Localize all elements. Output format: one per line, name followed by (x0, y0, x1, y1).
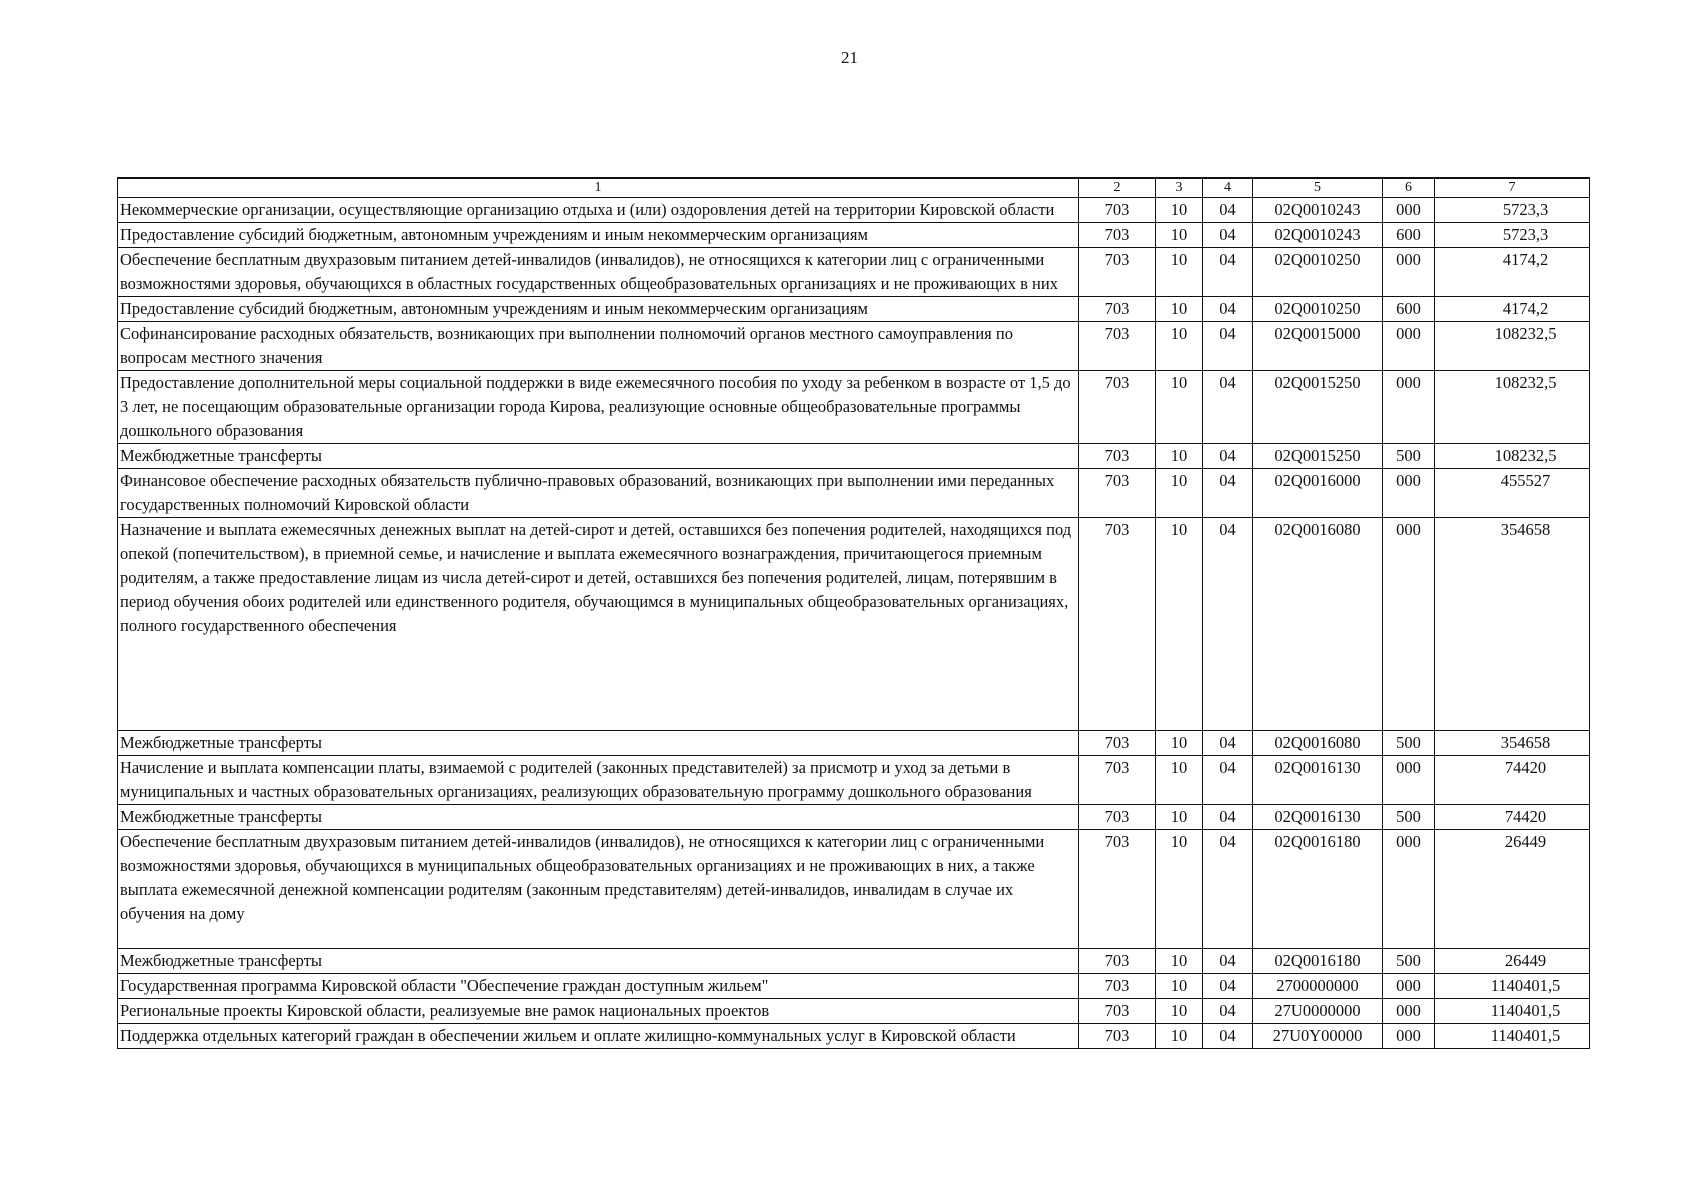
row-col-2: 703 (1079, 469, 1156, 518)
row-col-2: 703 (1079, 756, 1156, 805)
row-col-5: 02Q0016180 (1253, 949, 1383, 974)
row-col-4: 04 (1203, 731, 1253, 756)
row-amount: 5723,3 (1435, 223, 1590, 248)
row-amount: 5723,3 (1435, 198, 1590, 223)
table-row (118, 949, 1590, 974)
row-col-5: 27U0000000 (1253, 999, 1383, 1024)
row-col-2: 703 (1079, 297, 1156, 322)
row-col-5: 02Q0010250 (1253, 248, 1383, 297)
row-col-6: 500 (1383, 444, 1435, 469)
row-col-5: 02Q0016080 (1253, 731, 1383, 756)
row-col-4: 04 (1203, 248, 1253, 297)
row-description: Межбюджетные трансферты (118, 444, 1079, 469)
row-description: Назначение и выплата ежемесячных денежных выплат на детей-сирот и детей, оставшихся без попечения родителей, находящихся под опекой (попечительством), в приемной семье, и начисление и выплата ежемесячного вознаграждения, причитающегося приемным родителям, а также предоставление лицам из числа детей-сирот и детей, оставшихся без попечения родителей, лицам, потерявшим в период обучения обоих родителей или единственного родителя, обучающимся в муниципальных общеобразовательных организациях, полного государственного обеспечения (118, 518, 1079, 731)
row-col-6: 000 (1383, 518, 1435, 731)
row-description: Обеспечение бесплатным двухразовым питанием детей-инвалидов (инвалидов), не относящихся к категории лиц с ограниченными возможностями здоровья, обучающихся в областных государственных общеобразовательных организациях и не проживающих в них (118, 248, 1079, 297)
row-col-5: 02Q0015250 (1253, 371, 1383, 444)
row-col-4: 04 (1203, 1024, 1253, 1049)
header-col-5: 5 (1253, 178, 1383, 198)
table-row (118, 371, 1590, 444)
row-description: Софинансирование расходных обязательств, возникающих при выполнении полномочий органов местного самоуправления по вопросам местного значения (118, 322, 1079, 371)
table-row (118, 974, 1590, 999)
row-col-5: 02Q0010243 (1253, 198, 1383, 223)
row-amount: 354658 (1435, 518, 1590, 731)
row-col-5: 02Q0016080 (1253, 518, 1383, 731)
row-col-6: 000 (1383, 1024, 1435, 1049)
row-description: Предоставление дополнительной меры социальной поддержки в виде ежемесячного пособия по уходу за ребенком в возрасте от 1,5 до 3 лет, не посещающим образовательные организации города Кирова, реализующие основные общеобразовательные программы дошкольного образования (118, 371, 1079, 444)
row-col-3: 10 (1156, 974, 1203, 999)
row-amount: 1140401,5 (1435, 974, 1590, 999)
row-col-6: 000 (1383, 469, 1435, 518)
row-col-6: 600 (1383, 223, 1435, 248)
row-col-6: 500 (1383, 731, 1435, 756)
row-col-4: 04 (1203, 949, 1253, 974)
row-col-5: 02Q0016180 (1253, 830, 1383, 949)
row-description: Межбюджетные трансферты (118, 949, 1079, 974)
table-row (118, 322, 1590, 371)
row-col-2: 703 (1079, 371, 1156, 444)
row-amount: 4174,2 (1435, 248, 1590, 297)
row-col-6: 000 (1383, 371, 1435, 444)
row-col-5: 02Q0010243 (1253, 223, 1383, 248)
row-description: Предоставление субсидий бюджетным, автономным учреждениям и иным некоммерческим организациям (118, 297, 1079, 322)
table-row (118, 756, 1590, 805)
row-amount: 4174,2 (1435, 297, 1590, 322)
row-col-3: 10 (1156, 223, 1203, 248)
row-col-6: 000 (1383, 248, 1435, 297)
row-col-4: 04 (1203, 223, 1253, 248)
row-col-2: 703 (1079, 974, 1156, 999)
row-col-4: 04 (1203, 198, 1253, 223)
table-row (118, 1024, 1590, 1049)
row-col-6: 000 (1383, 974, 1435, 999)
row-col-3: 10 (1156, 444, 1203, 469)
row-col-3: 10 (1156, 830, 1203, 949)
budget-table (117, 177, 1590, 1049)
row-col-6: 500 (1383, 805, 1435, 830)
row-amount: 74420 (1435, 805, 1590, 830)
header-col-7: 7 (1435, 178, 1590, 198)
row-amount: 108232,5 (1435, 444, 1590, 469)
table-row (118, 999, 1590, 1024)
row-description: Региональные проекты Кировской области, реализуемые вне рамок национальных проектов (118, 999, 1079, 1024)
row-col-3: 10 (1156, 1024, 1203, 1049)
row-description: Поддержка отдельных категорий граждан в обеспечении жильем и оплате жилищно-коммунальных услуг в Кировской области (118, 1024, 1079, 1049)
row-col-3: 10 (1156, 805, 1203, 830)
row-col-3: 10 (1156, 756, 1203, 805)
row-col-6: 000 (1383, 830, 1435, 949)
row-description: Межбюджетные трансферты (118, 805, 1079, 830)
row-description: Некоммерческие организации, осуществляющие организацию отдыха и (или) оздоровления детей на территории Кировской области (118, 198, 1079, 223)
row-description: Начисление и выплата компенсации платы, взимаемой с родителей (законных представителей) за присмотр и уход за детьми в муниципальных и частных образовательных организациях, реализующих образовательную программу дошкольного образования (118, 756, 1079, 805)
row-col-3: 10 (1156, 248, 1203, 297)
row-col-2: 703 (1079, 1024, 1156, 1049)
row-amount: 455527 (1435, 469, 1590, 518)
row-description: Государственная программа Кировской области "Обеспечение граждан доступным жильем" (118, 974, 1079, 999)
row-col-5: 2700000000 (1253, 974, 1383, 999)
row-col-6: 000 (1383, 756, 1435, 805)
row-col-6: 000 (1383, 999, 1435, 1024)
row-col-4: 04 (1203, 756, 1253, 805)
header-row (118, 178, 1590, 198)
row-col-2: 703 (1079, 198, 1156, 223)
row-col-4: 04 (1203, 805, 1253, 830)
header-col-6: 6 (1383, 178, 1435, 198)
table-body (118, 198, 1590, 1049)
row-col-5: 02Q0010250 (1253, 297, 1383, 322)
row-col-2: 703 (1079, 830, 1156, 949)
row-col-3: 10 (1156, 949, 1203, 974)
table-row (118, 248, 1590, 297)
table-row (118, 444, 1590, 469)
row-col-4: 04 (1203, 830, 1253, 949)
row-col-2: 703 (1079, 322, 1156, 371)
row-col-3: 10 (1156, 999, 1203, 1024)
row-amount: 354658 (1435, 731, 1590, 756)
row-amount: 26449 (1435, 830, 1590, 949)
row-col-4: 04 (1203, 371, 1253, 444)
table-row (118, 297, 1590, 322)
row-col-2: 703 (1079, 949, 1156, 974)
row-col-3: 10 (1156, 297, 1203, 322)
row-description: Обеспечение бесплатным двухразовым питанием детей-инвалидов (инвалидов), не относящихся к категории лиц с ограниченными возможностями здоровья, обучающихся в муниципальных общеобразовательных организациях и не проживающих в них, а также выплата ежемесячной денежной компенсации родителям (законным представителям) детей-инвалидов, инвалидам в случае их обучения на дому (118, 830, 1079, 949)
row-col-5: 02Q0016130 (1253, 805, 1383, 830)
table-row (118, 805, 1590, 830)
table-row (118, 469, 1590, 518)
row-col-2: 703 (1079, 805, 1156, 830)
row-amount: 26449 (1435, 949, 1590, 974)
row-description: Межбюджетные трансферты (118, 731, 1079, 756)
row-col-2: 703 (1079, 444, 1156, 469)
row-col-4: 04 (1203, 469, 1253, 518)
row-col-6: 000 (1383, 322, 1435, 371)
header-col-2: 2 (1079, 178, 1156, 198)
row-amount: 108232,5 (1435, 371, 1590, 444)
row-description: Финансовое обеспечение расходных обязательств публично-правовых образований, возникающих при выполнении ими переданных государственных полномочий Кировской области (118, 469, 1079, 518)
row-col-6: 500 (1383, 949, 1435, 974)
row-col-2: 703 (1079, 518, 1156, 731)
row-col-4: 04 (1203, 518, 1253, 731)
page-number: 21 (841, 48, 858, 67)
row-amount: 1140401,5 (1435, 999, 1590, 1024)
row-col-5: 02Q0015000 (1253, 322, 1383, 371)
header-col-4: 4 (1203, 178, 1253, 198)
header-col-3: 3 (1156, 178, 1203, 198)
row-col-2: 703 (1079, 999, 1156, 1024)
header-col-1: 1 (118, 178, 1079, 198)
table-row (118, 731, 1590, 756)
row-col-3: 10 (1156, 371, 1203, 444)
row-col-4: 04 (1203, 444, 1253, 469)
row-col-4: 04 (1203, 999, 1253, 1024)
row-col-6: 000 (1383, 198, 1435, 223)
row-col-5: 27U0Y00000 (1253, 1024, 1383, 1049)
row-col-4: 04 (1203, 974, 1253, 999)
row-col-2: 703 (1079, 248, 1156, 297)
row-col-5: 02Q0015250 (1253, 444, 1383, 469)
row-col-5: 02Q0016130 (1253, 756, 1383, 805)
row-amount: 1140401,5 (1435, 1024, 1590, 1049)
row-col-3: 10 (1156, 322, 1203, 371)
row-col-2: 703 (1079, 223, 1156, 248)
row-col-3: 10 (1156, 469, 1203, 518)
row-col-2: 703 (1079, 731, 1156, 756)
row-col-6: 600 (1383, 297, 1435, 322)
row-amount: 108232,5 (1435, 322, 1590, 371)
table-row (118, 830, 1590, 949)
table-row (118, 223, 1590, 248)
row-amount: 74420 (1435, 756, 1590, 805)
row-description: Предоставление субсидий бюджетным, автономным учреждениям и иным некоммерческим организациям (118, 223, 1079, 248)
table-row (118, 518, 1590, 731)
row-col-3: 10 (1156, 518, 1203, 731)
row-col-4: 04 (1203, 322, 1253, 371)
row-col-4: 04 (1203, 297, 1253, 322)
row-col-5: 02Q0016000 (1253, 469, 1383, 518)
table-row (118, 198, 1590, 223)
row-col-3: 10 (1156, 198, 1203, 223)
row-col-3: 10 (1156, 731, 1203, 756)
